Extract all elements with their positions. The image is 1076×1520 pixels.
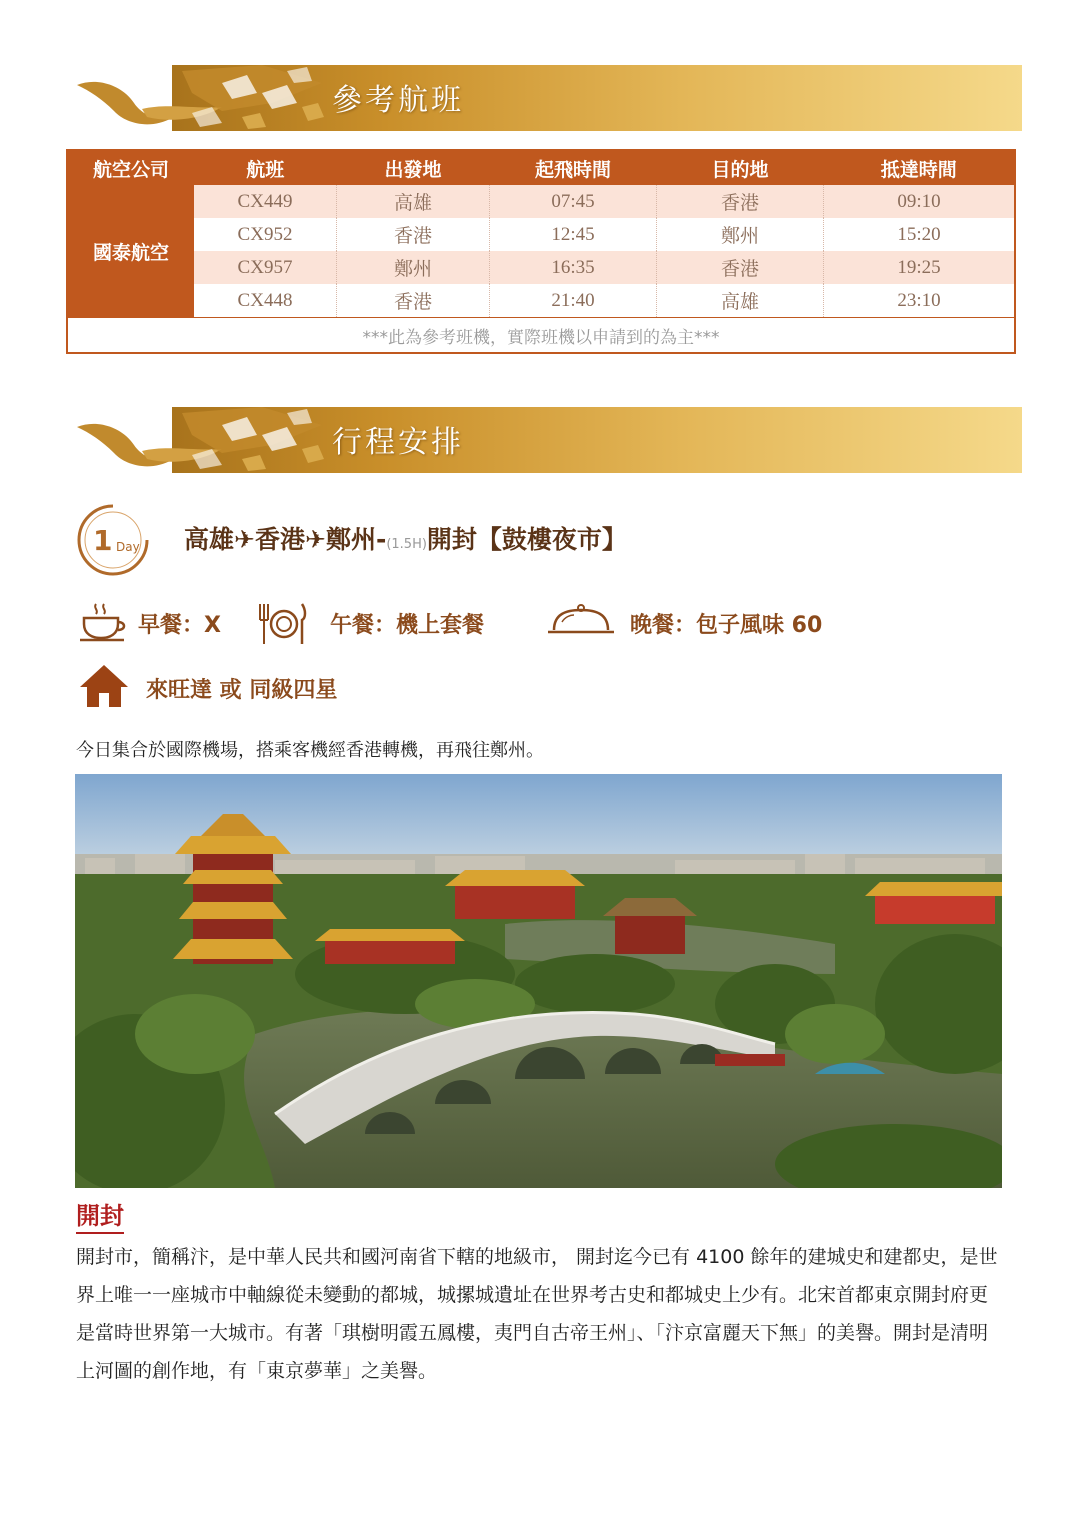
header-origin: 出發地	[337, 150, 490, 185]
cloche-icon	[546, 600, 616, 640]
table-row	[67, 251, 1015, 284]
flight-number: CX952	[237, 223, 293, 245]
bird-swoosh-icon	[72, 405, 332, 477]
table-note-row	[67, 318, 1015, 354]
route-kaohsiung: 高雄	[184, 525, 235, 554]
dinner-text: 晚餐：包子風味 60	[630, 613, 823, 638]
destination: 高雄	[657, 284, 824, 318]
departure-time: 12:45	[490, 218, 657, 251]
coffee-cup-icon	[78, 600, 132, 644]
itinerary-section-title: 行程安排	[332, 425, 464, 460]
departure-time: 16:35	[490, 251, 657, 284]
arrival-time: 19:25	[824, 251, 1016, 284]
origin: 鄭州	[337, 251, 490, 284]
day-intro: 今日集合於國際機場，搭乘客機經香港轉機，再飛往鄭州。	[76, 740, 544, 761]
day-number: 1	[93, 524, 113, 557]
day-label: Day	[116, 540, 140, 554]
table-row	[67, 185, 1015, 218]
departure-time: 21:40	[490, 284, 657, 318]
bird-swoosh-icon	[72, 63, 332, 135]
header-departure-time: 起飛時間	[490, 150, 657, 185]
kaifeng-garden-photo	[75, 774, 1002, 1188]
flights-section-title: 參考航班	[332, 83, 464, 118]
lunch-text: 午餐：機上套餐	[330, 613, 485, 638]
header-airline: 航空公司	[67, 150, 194, 185]
route-zhengzhou: 鄭州-	[325, 525, 387, 554]
day-badge	[76, 503, 150, 577]
destination: 鄭州	[657, 218, 824, 251]
flight-number: CX448	[237, 289, 293, 311]
origin: 香港	[337, 284, 490, 318]
origin: 香港	[337, 218, 490, 251]
route-hongkong: 香港	[254, 525, 305, 554]
airplane-icon: ✈	[234, 525, 255, 554]
header-flight: 航班	[194, 150, 337, 185]
table-row	[67, 218, 1015, 251]
flight-note: ***此為參考班機，實際班機以申請到的為主***	[67, 318, 1015, 354]
house-icon	[78, 663, 130, 709]
header-arrival-time: 抵達時間	[824, 150, 1016, 185]
arrival-time: 23:10	[824, 284, 1016, 318]
city-title: 開封	[76, 1196, 124, 1234]
day-route-title	[184, 520, 627, 556]
hotel-row	[78, 663, 338, 709]
airline-cell: 國泰航空	[67, 185, 194, 318]
flights-banner	[72, 63, 1022, 135]
destination: 香港	[657, 185, 824, 218]
route-duration: (1.5H)	[386, 537, 427, 552]
departure-time: 07:45	[490, 185, 657, 218]
header-destination: 目的地	[657, 150, 824, 185]
arrival-time: 09:10	[824, 185, 1016, 218]
itinerary-banner	[72, 405, 1022, 477]
city-description: 開封市，簡稱汴，是中華人民共和國河南省下轄的地級市， 開封迄今已有 4100 餘年的建城史和建都史，是世界上唯一一座城市中軸線從未變動的都城，城摞城遺址在世界考古史和都城史上少有。北宋首都東京開封府更是當時世界第一大城市。有著「琪樹明霞五鳳樓，夷門自古帝王州」、「汴京富麗天下無」的美譽。開封是清明上河圖的創作地，有「東京夢華」之美譽。	[76, 1246, 998, 1382]
plate-cutlery-icon	[256, 600, 310, 646]
arrival-time: 15:20	[824, 218, 1016, 251]
meals-row	[78, 600, 878, 646]
flight-number: CX957	[194, 251, 337, 284]
flight-table	[66, 149, 1016, 354]
route-kaifeng: 開封【鼓樓夜市】	[426, 525, 627, 554]
destination: 香港	[657, 251, 824, 284]
flight-table-header	[67, 150, 1015, 185]
flight-number: CX449	[194, 185, 337, 218]
hotel-text: 來旺達 或 同級四星	[146, 678, 338, 703]
airplane-icon: ✈	[304, 525, 326, 554]
origin: 高雄	[337, 185, 490, 218]
table-row	[67, 284, 1015, 318]
breakfast-text: 早餐：X	[138, 613, 221, 638]
